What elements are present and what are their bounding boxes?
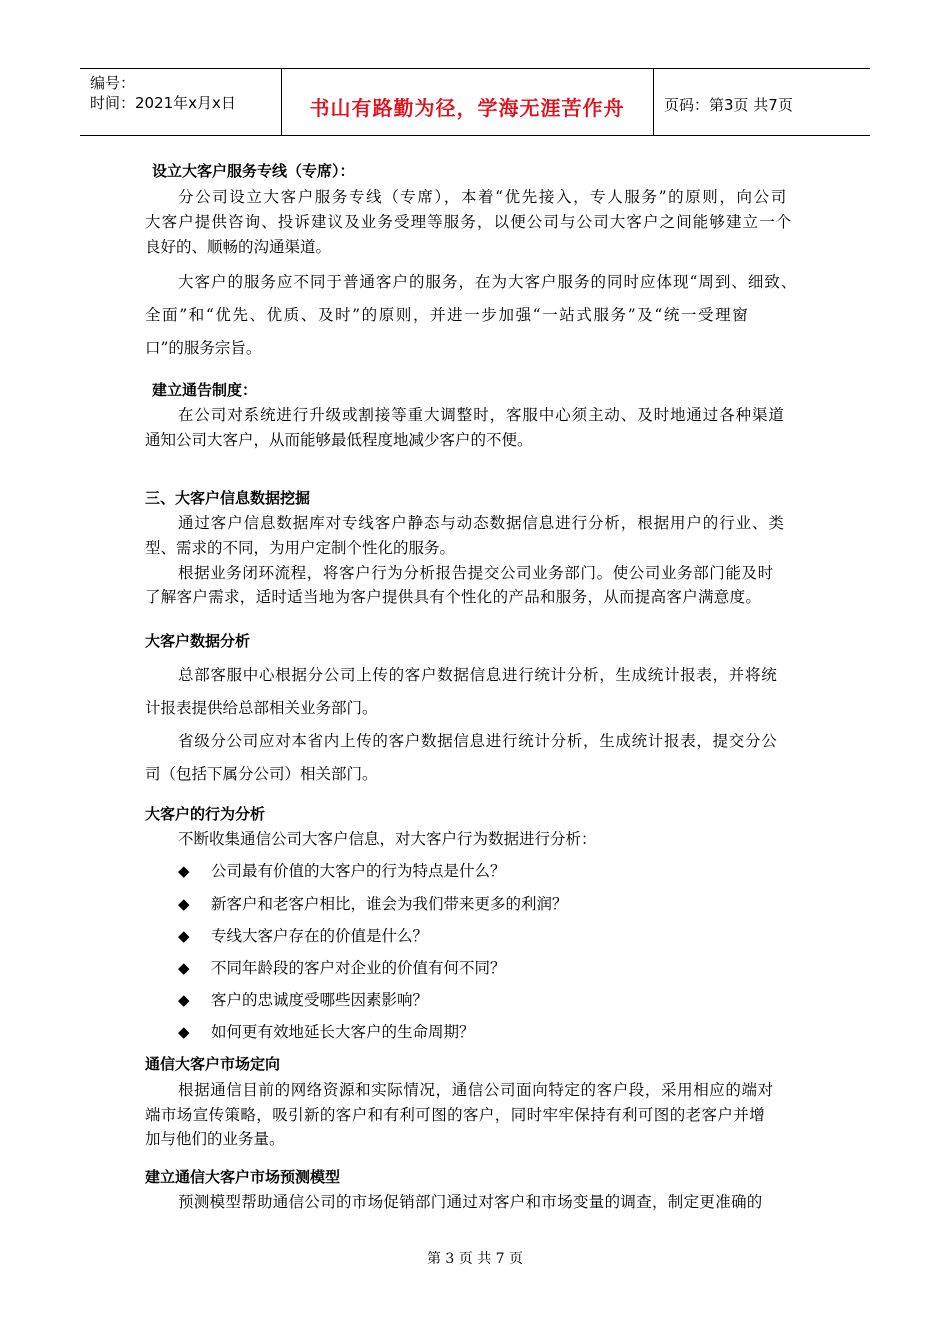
diamond-bullet-icon: ◆ — [178, 895, 190, 913]
section-heading: 通信大客户市场定向 — [145, 1055, 281, 1073]
list-item-text: 公司最有价值的大客户的行为特点是什么？ — [211, 862, 506, 880]
diamond-bullet-icon: ◆ — [178, 862, 190, 880]
paragraph-line: 在公司对系统进行升级或割接等重大调整时，客服中心须主动、及时地通过各种渠道 — [178, 406, 785, 424]
paragraph-line: 型、需求的不同，为用户定制个性化的服务。 — [145, 539, 456, 557]
list-item — [178, 1020, 475, 1042]
paragraph-line: 通知公司大客户，从而能够最低程度地减少客户的不便。 — [145, 431, 533, 449]
paragraph-line: 省级分公司应对本省内上传的客户数据信息进行统计分析，生成统计报表，提交分公 — [178, 732, 778, 750]
list-item — [178, 956, 506, 978]
section-heading: 建立通告制度： — [152, 381, 258, 399]
list-item — [178, 988, 428, 1010]
paragraph-line: 根据业务闭环流程，将客户行为分析报告提交公司业务部门。使公司业务部门能及时 — [178, 564, 774, 582]
paragraph-line: 通过客户信息数据库对专线客户静态与动态数据信息进行分析，根据用户的行业、类 — [178, 514, 785, 532]
paragraph-line: 根据通信目前的网络资源和实际情况，通信公司面向特定的客户段，采用相应的端对 — [178, 1081, 774, 1099]
list-item — [178, 892, 568, 914]
paragraph-line: 口”的服务宗旨。 — [145, 339, 262, 357]
paragraph-line: 大客户的服务应不同于普通客户的服务，在为大客户服务的同时应体现“周到、细致、 — [178, 273, 798, 291]
list-item-text: 专线大客户存在的价值是什么？ — [211, 927, 429, 945]
header-divider — [653, 69, 654, 135]
paragraph-line: 端市场宣传策略，吸引新的客户和有利可图的客户，同时牢牢保持有利可图的老客户并增 — [145, 1106, 766, 1124]
paragraph-line: 良好的、顺畅的沟通渠道。 — [145, 238, 332, 256]
diamond-bullet-icon: ◆ — [178, 927, 190, 945]
paragraph-line: 预测模型帮助通信公司的市场促销部门通过对客户和市场变量的调查，制定更准确的 — [178, 1193, 763, 1211]
number-label: 编号： — [90, 74, 136, 92]
diamond-bullet-icon: ◆ — [178, 1023, 190, 1041]
section-heading: 设立大客户服务专线（专席）： — [152, 162, 355, 180]
paragraph-line: 不断收集通信公司大客户信息，对大客户行为数据进行分析： — [178, 830, 597, 848]
diamond-bullet-icon: ◆ — [178, 991, 190, 1009]
paragraph-line: 司（包括下属分公司）相关部门。 — [145, 765, 378, 783]
list-item-text: 客户的忠诚度受哪些因素影响？ — [211, 991, 429, 1009]
header-page-label: 页码：第3页 共7页 — [664, 96, 793, 114]
list-item — [178, 924, 428, 946]
diamond-bullet-icon: ◆ — [178, 959, 190, 977]
section-heading: 大客户的行为分析 — [145, 805, 266, 823]
section-heading: 大客户数据分析 — [145, 632, 251, 650]
paragraph-line: 总部客服中心根据分公司上传的客户数据信息进行统计分析，生成统计报表，并将统 — [178, 666, 778, 684]
list-item-text: 不同年龄段的客户对企业的价值有何不同？ — [211, 959, 506, 977]
paragraph-line: 大客户提供咨询、投诉建议及业务受理等服务，以便公司与公司大客户之间能够建立一个 — [145, 213, 793, 231]
list-item-text: 新客户和老客户相比，谁会为我们带来更多的利润？ — [211, 895, 568, 913]
header-meta — [90, 73, 236, 113]
list-item-text: 如何更有效地延长大客户的生命周期？ — [211, 1023, 475, 1041]
section-heading: 建立通信大客户市场预测模型 — [145, 1168, 341, 1186]
date-label: 时间：2021年x月x日 — [90, 94, 236, 112]
paragraph-line: 全面”和“优先、优质、及时”的原则，并进一步加强“一站式服务”及“统一受理窗 — [145, 306, 750, 324]
paragraph-line: 加与他们的业务量。 — [145, 1130, 285, 1148]
paragraph-line: 了解客户需求，适时适当地为客户提供具有个性化的产品和服务，从而提高客户满意度。 — [145, 588, 762, 606]
list-item — [178, 859, 506, 881]
paragraph-line: 分公司设立大客户服务专线（专席），本着“优先接入，专人服务”的原则，向公司 — [178, 188, 788, 206]
paragraph-line: 计报表提供给总部相关业务部门。 — [145, 699, 378, 717]
document-header — [80, 68, 870, 136]
header-motto: 书山有路勤为径，学海无涯苦作舟 — [309, 96, 625, 120]
page-footer: 第 3 页 共 7 页 — [426, 1251, 524, 1267]
section-heading: 三、大客户信息数据挖掘 — [145, 489, 311, 507]
